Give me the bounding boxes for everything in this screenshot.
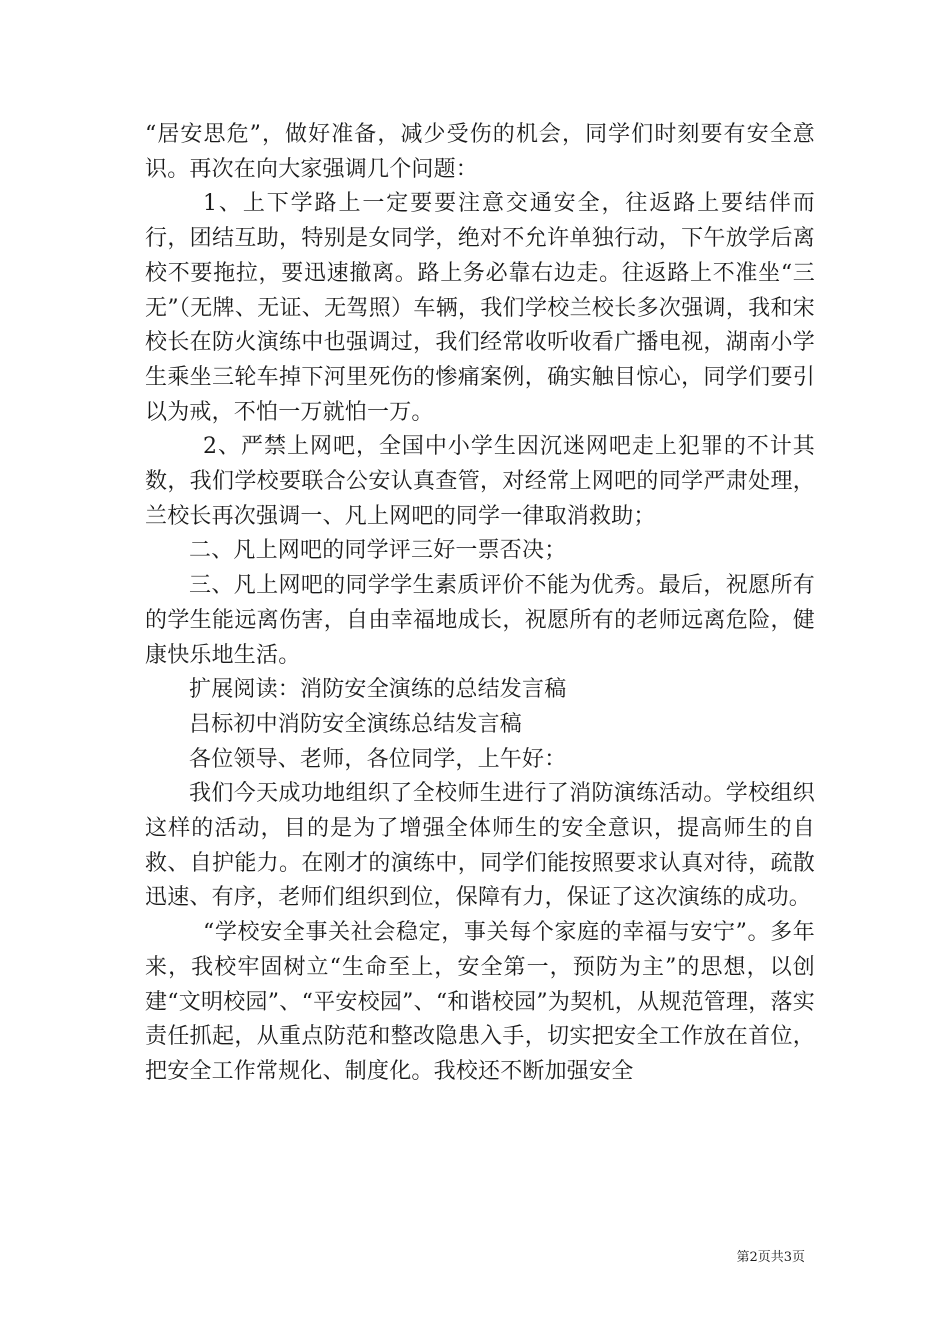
paragraph-4: 三、凡上网吧的同学学生素质评价不能为优秀。最后，祝愿所有的学生能远离伤害，自由幸福地成长，祝愿所有的老师远离危险，健康快乐地生活。 [145,573,815,668]
paragraph-1: 1、上下学路上一定要要注意交通安全，往返路上要结伴而行，团结互助，特别是女同学，绝对不允许单独行动，下午放学后离校不要拖拉，要迅速撤离。路上务必靠右边走。往返路上不准坐“三无”（无牌、无证、无驾照）车辆，我们学校兰校长多次强调，我和宋校长在防火演练中也强调过，我们经常收听收看广播电视，湖南小学生乘坐三轮车掉下河里死伤的惨痛案例，确实触目惊心，同学们要引以为戒，不怕一万就怕一万。 [145,191,815,425]
paragraph-5: 扩展阅读：消防安全演练的总结发言稿 [189,677,567,703]
paragraph-7: 各位领导、老师，各位同学，上午好： [189,746,567,772]
paragraph-8: 我们今天成功地组织了全校师生进行了消防演练活动。学校组织这样的活动，目的是为了增强全体师生的安全意识，提高师生的自救、自护能力。在刚才的演练中，同学们能按照要求认真对待，疏散迅速、有序，老师们组织到位，保障有力，保证了这次演练的成功。 [145,781,815,911]
document-body [145,118,815,1090]
paragraph-2: 2、严禁上网吧，全国中小学生因沉迷网吧走上犯罪的不计其数，我们学校要联合公安认真查管，对经常上网吧的同学严肃处理，兰校长再次强调一、凡上网吧的同学一律取消救助； [145,434,815,529]
paragraph-9: “学校安全事关社会稳定，事关每个家庭的幸福与安宁”。多年来，我校牢固树立“生命至上，安全第一，预防为主”的思想，以创建“文明校园”、“平安校园”、“和谐校园”为契机，从规范管理，落实责任抓起，从重点防范和整改隐患入手，切实把安全工作放在首位，把安全工作常规化、制度化。我校还不断加强安全 [145,920,815,1084]
paragraph-3: 二、凡上网吧的同学评三好一票否决； [189,538,567,564]
paragraph-0: “居安思危”，做好准备，减少受伤的机会，同学们时刻要有安全意识。再次在向大家强调几个问题： [145,122,815,182]
page-footer [0,1246,805,1265]
page-number: 第2页共3页 [736,1250,805,1265]
paragraph-6: 吕标初中消防安全演练总结发言稿 [189,711,523,737]
